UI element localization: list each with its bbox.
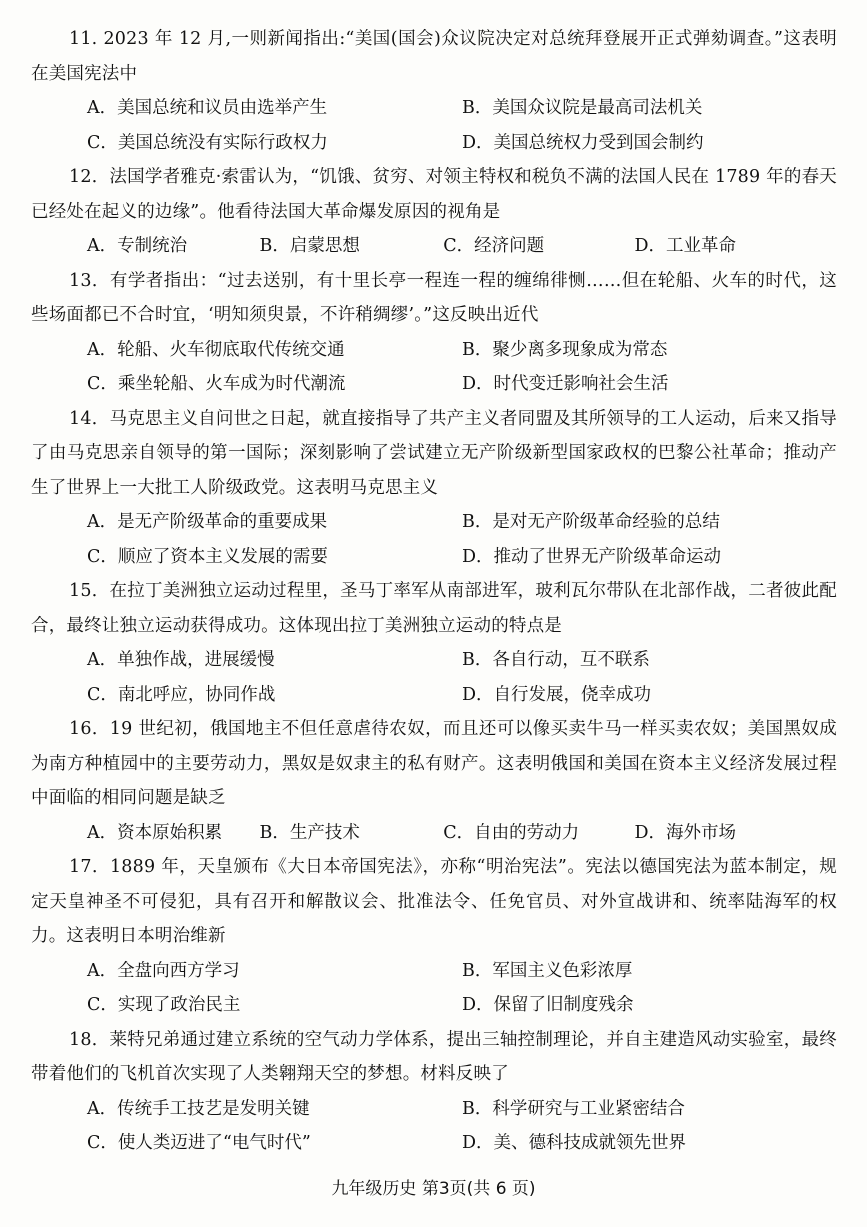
question-stem: 14．马克思主义自问世之日起，就直接指导了共产主义者同盟及其所领导的工人运动，后来又指导了由马克思亲自领导的第一国际；深刻影响了尝试建立无产阶级新型国家政权的巴黎公社革命；推动产生了世界上一大批工人阶级政党。这表明马克思主义 bbox=[31, 408, 837, 498]
question-16 bbox=[31, 712, 837, 850]
question-list bbox=[31, 22, 837, 1161]
question-stem: 17．1889 年，天皇颁布《大日本帝国宪法》，亦称“明治宪法”。宪法以德国宪法为蓝本制定，规定天皇神圣不可侵犯，具有召开和解散议会、批准法令、任免官员、对外宣战讲和、统率陆海军的权力。这表明日本明治维新 bbox=[31, 857, 837, 946]
option-a: A．全盘向西方学习 bbox=[87, 960, 240, 981]
option-d: D．时代变迁影响社会生活 bbox=[462, 374, 669, 394]
question-17 bbox=[31, 850, 837, 1023]
question-18 bbox=[31, 1023, 837, 1161]
question-15 bbox=[31, 574, 837, 712]
options bbox=[31, 229, 837, 264]
option-c: C．顺应了资本主义发展的需要 bbox=[87, 546, 328, 567]
question-stem: 18．莱特兄弟通过建立系统的空气动力学体系，提出三轴控制理论，并自主建造风动实验室，最终带着他们的飞机首次实现了人类翱翔天空的梦想。材料反映了 bbox=[31, 1029, 837, 1084]
option-b: B．科学研究与工业紧密结合 bbox=[462, 1098, 685, 1119]
option-b: B．聚少离多现象成为常态 bbox=[462, 339, 668, 360]
option-a: A．单独作战，进展缓慢 bbox=[87, 650, 275, 670]
option-a: A．资本原始积累 bbox=[87, 822, 223, 843]
option-d: D．保留了旧制度残余 bbox=[462, 995, 634, 1015]
option-c: C．自由的劳动力 bbox=[443, 822, 580, 843]
option-a: A．传统手工技艺是发明关键 bbox=[87, 1098, 310, 1119]
option-c: C．经济问题 bbox=[443, 236, 545, 256]
option-d: D．海外市场 bbox=[634, 822, 737, 843]
option-c: C．使人类迈进了“电气时代” bbox=[87, 1133, 311, 1153]
options bbox=[31, 1092, 837, 1161]
question-13 bbox=[31, 264, 837, 402]
option-b: B．各自行动，互不联系 bbox=[462, 650, 650, 670]
option-b: B．是对无产阶级革命经验的总结 bbox=[462, 512, 720, 532]
page-footer: 九年级历史 第3页(共 6 页) bbox=[331, 1179, 536, 1199]
option-d: D．推动了世界无产阶级革命运动 bbox=[462, 546, 722, 567]
question-stem: 13．有学者指出：“过去送别，有十里长亭一程连一程的缠绵徘恻……但在轮船、火车的时代，这些场面都已不合时宜，‘明知须臾景，不许稍绸缪’。”这反映出近代 bbox=[31, 270, 837, 325]
option-b: B．启蒙思想 bbox=[259, 236, 360, 256]
options bbox=[31, 954, 837, 1023]
option-b: B．生产技术 bbox=[259, 822, 360, 843]
question-12 bbox=[31, 160, 837, 264]
options bbox=[31, 91, 837, 160]
options bbox=[31, 505, 837, 574]
option-a: A．美国总统和议员由选举产生 bbox=[87, 98, 328, 118]
option-b: B．美国众议院是最高司法机关 bbox=[462, 98, 703, 118]
question-stem: 16．19 世纪初，俄国地主不但任意虐待农奴，而且还可以像买卖牛马一样买卖农奴；美国黑奴成为南方种植园中的主要劳动力，黑奴是奴隶主的私有财产。这表明俄国和美国在资本主义经济发展过程中面临的相同问题是缺乏 bbox=[31, 719, 837, 808]
option-c: C．实现了政治民主 bbox=[87, 995, 241, 1015]
options bbox=[31, 333, 837, 402]
option-a: A．是无产阶级革命的重要成果 bbox=[87, 512, 328, 532]
option-c: C．乘坐轮船、火车成为时代潮流 bbox=[87, 374, 346, 394]
option-d: D．美、德科技成就领先世界 bbox=[462, 1133, 687, 1153]
option-d: D．工业革命 bbox=[634, 236, 737, 256]
options bbox=[31, 816, 837, 851]
question-14 bbox=[31, 402, 837, 575]
question-stem: 11. 2023 年 12 月,一则新闻指出:“美国(国会)众议院决定对总统拜登展开正式弹劾调查。”这表明在美国宪法中 bbox=[31, 29, 837, 84]
option-d: D．美国总统权力受到国会制约 bbox=[462, 132, 704, 153]
option-a: A．轮船、火车彻底取代传统交通 bbox=[87, 339, 345, 360]
option-b: B．军国主义色彩浓厚 bbox=[462, 960, 633, 981]
option-a: A．专制统治 bbox=[87, 236, 188, 256]
option-c: C．美国总统没有实际行政权力 bbox=[87, 132, 328, 153]
question-11 bbox=[31, 22, 837, 160]
option-d: D．自行发展，侥幸成功 bbox=[462, 684, 652, 705]
question-stem: 15．在拉丁美洲独立运动过程里，圣马丁率军从南部进军，玻利瓦尔带队在北部作战，二者彼此配合，最终让独立运动获得成功。这体现出拉丁美洲独立运动的特点是 bbox=[31, 581, 837, 636]
option-c: C．南北呼应，协同作战 bbox=[87, 684, 276, 705]
options bbox=[31, 643, 837, 712]
question-stem: 12．法国学者雅克·索雷认为，“饥饿、贫穷、对领主特权和税负不满的法国人民在 1789 年的春天已经处在起义的边缘”。他看待法国大革命爆发原因的视角是 bbox=[31, 167, 837, 222]
